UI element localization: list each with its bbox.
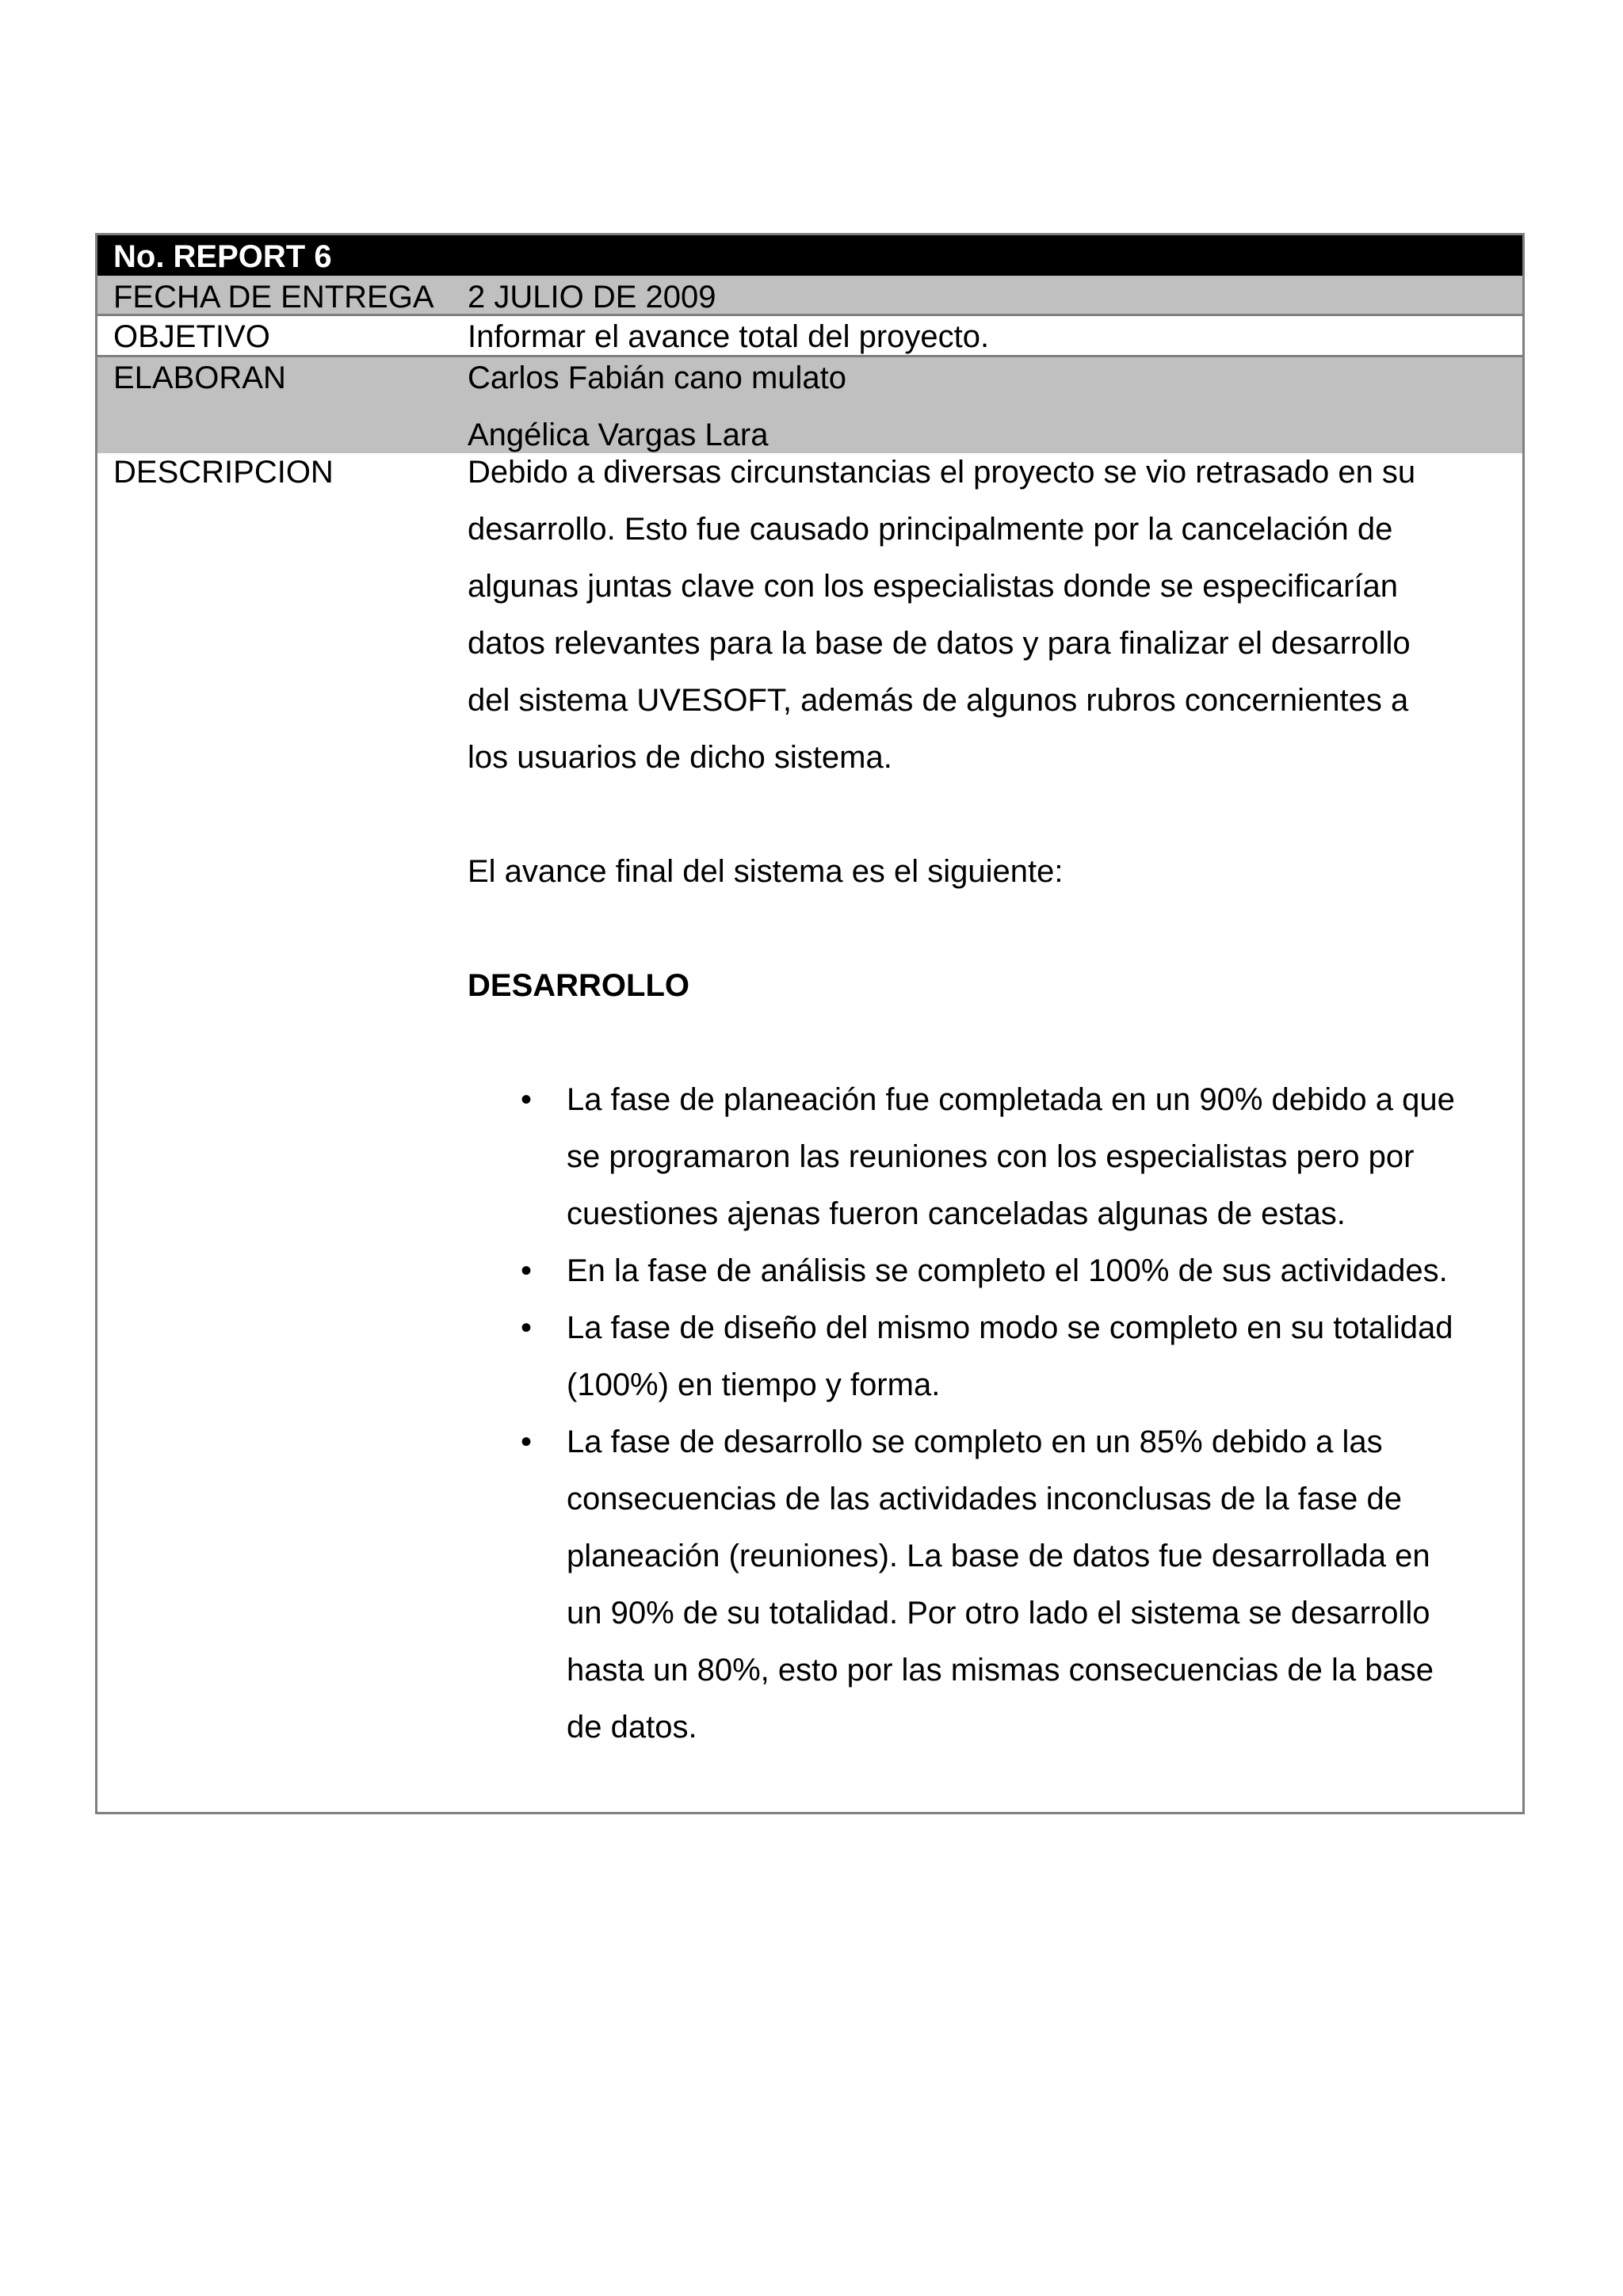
bullet-line: un 90% de su totalidad. Por otro lado el sistema se desarrollo	[567, 1596, 1430, 1630]
description-line: desarrollo. Esto fue causado principalmente por la cancelación de	[468, 512, 1393, 547]
objetivo-label: OBJETIVO	[113, 319, 270, 354]
section-title: DESARROLLO	[468, 968, 689, 1003]
bullet-line: se programaron las reuniones con los especialistas pero por	[567, 1139, 1415, 1174]
bullet-line: La fase de planeación fue completada en un 90% debido a que	[567, 1082, 1455, 1117]
list-item	[521, 1071, 1507, 1242]
bullet-line: La fase de diseño del mismo modo se completo en su totalidad	[567, 1310, 1453, 1345]
bullet-icon: •	[521, 1253, 533, 1288]
description-line: del sistema UVESOFT, además de algunos rubros concernientes a	[468, 683, 1409, 718]
bullet-line: (100%) en tiempo y forma.	[567, 1367, 941, 1402]
descripcion-label: DESCRIPCION	[113, 455, 334, 490]
fecha-label: FECHA DE ENTREGA	[113, 280, 434, 315]
report-number-header: No. REPORT 6	[97, 235, 1522, 276]
descripcion-content	[468, 444, 1522, 1812]
bullet-line: hasta un 80%, esto por las mismas consecuencias de la base	[567, 1653, 1434, 1688]
progress-intro: El avance final del sistema es el siguiente:	[468, 854, 1064, 889]
description-line: los usuarios de dicho sistema.	[468, 740, 892, 775]
author-name: Carlos Fabián cano mulato	[468, 360, 847, 395]
bullet-icon: •	[521, 1082, 533, 1117]
fecha-row	[97, 276, 1522, 316]
description-line: Debido a diversas circunstancias el proyecto se vio retrasado en su	[468, 455, 1416, 490]
list-item	[521, 1413, 1507, 1756]
fecha-value: 2 JULIO DE 2009	[468, 280, 716, 315]
phase-list	[468, 1071, 1507, 1756]
objetivo-value: Informar el avance total del proyecto.	[468, 319, 990, 354]
elaboran-row	[97, 357, 1522, 453]
list-item	[521, 1299, 1507, 1413]
bullet-line: cuestiones ajenas fueron canceladas algunas de estas.	[567, 1196, 1346, 1231]
bullet-line: planeación (reuniones). La base de datos fue desarrollada en	[567, 1539, 1430, 1573]
bullet-icon: •	[521, 1425, 533, 1459]
description-line: datos relevantes para la base de datos y para finalizar el desarrollo	[468, 626, 1411, 661]
descripcion-row	[97, 453, 1522, 1812]
bullet-line: La fase de desarrollo se completo en un 85% debido a las	[567, 1425, 1383, 1459]
bullet-line: consecuencias de las actividades inconclusas de la fase de	[567, 1482, 1402, 1516]
list-item	[521, 1242, 1507, 1299]
author-name: Angélica Vargas Lara	[468, 418, 769, 452]
description-line: algunas juntas clave con los especialistas donde se especificarían	[468, 569, 1399, 604]
report-table	[95, 233, 1525, 1814]
bullet-line: de datos.	[567, 1710, 697, 1745]
bullet-line: En la fase de análisis se completo el 100% de sus actividades.	[567, 1253, 1448, 1288]
elaboran-authors	[468, 349, 1522, 453]
elaboran-label: ELABORAN	[113, 360, 286, 395]
description-paragraph	[468, 444, 1507, 786]
bullet-icon: •	[521, 1310, 533, 1345]
